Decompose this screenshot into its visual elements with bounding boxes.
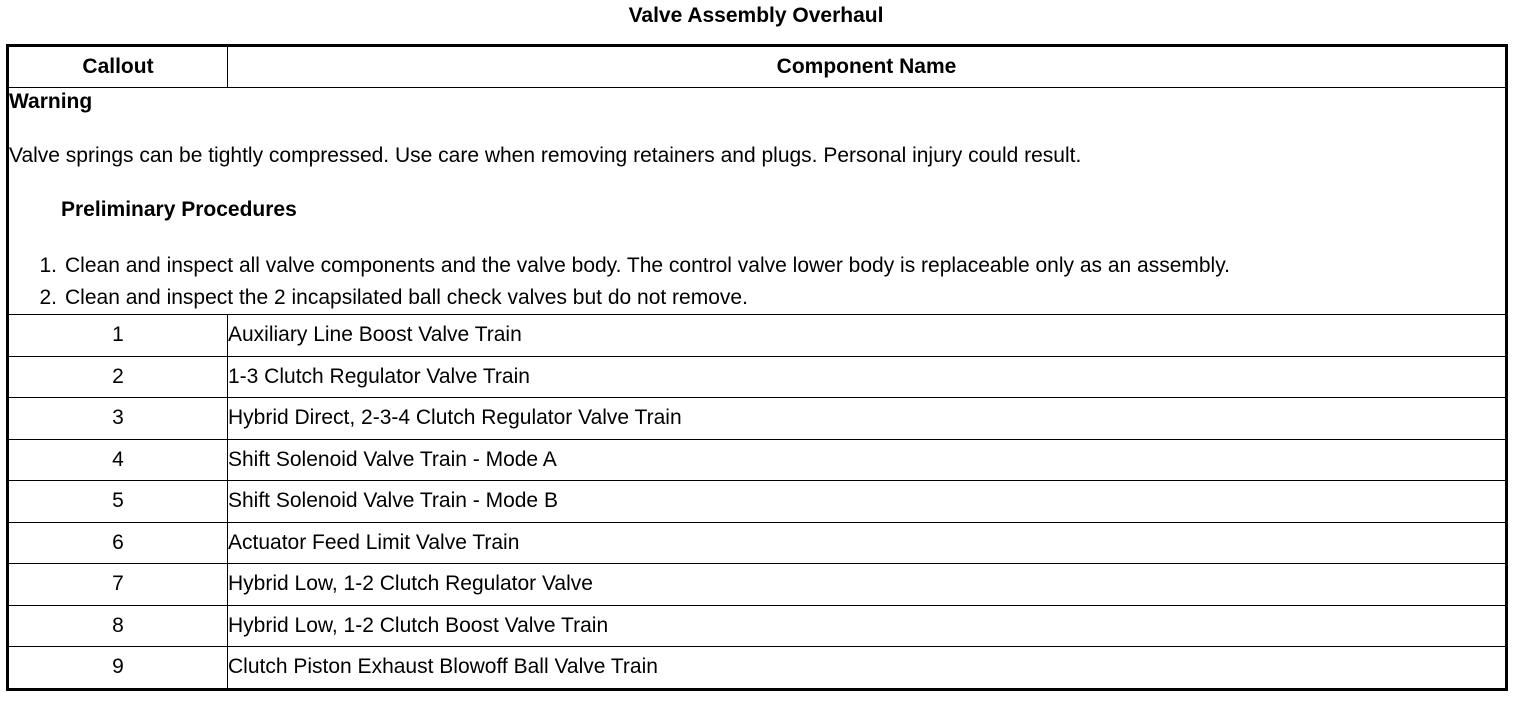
- document-title: Valve Assembly Overhaul: [628, 4, 884, 27]
- warning-title: Warning: [9, 90, 93, 113]
- component-name-header: Component Name: [228, 46, 1507, 88]
- table-row: [8, 647, 1507, 690]
- callout-cell: 2: [8, 356, 228, 398]
- table-row: [8, 439, 1507, 481]
- list-item: [9, 282, 1505, 314]
- table-row: [8, 605, 1507, 647]
- callout-cell: 1: [8, 315, 228, 357]
- preliminary-steps-list: [9, 250, 1505, 314]
- table-row: [8, 315, 1507, 357]
- component-name-cell: Shift Solenoid Valve Train - Mode B: [228, 481, 1507, 523]
- component-name-cell: Clutch Piston Exhaust Blowoff Ball Valve Train: [228, 647, 1507, 690]
- table-row: [8, 522, 1507, 564]
- component-table: [6, 44, 1508, 691]
- callout-cell: 7: [8, 564, 228, 606]
- notes-cell: [8, 88, 1507, 315]
- component-name-cell: Hybrid Direct, 2-3-4 Clutch Regulator Valve Train: [228, 398, 1507, 440]
- step-number: 1.: [39, 254, 57, 277]
- callout-cell: 4: [8, 439, 228, 481]
- component-name-cell: Hybrid Low, 1-2 Clutch Regulator Valve: [228, 564, 1507, 606]
- table-row: [8, 398, 1507, 440]
- component-name-cell: Hybrid Low, 1-2 Clutch Boost Valve Train: [228, 605, 1507, 647]
- component-name-cell: Shift Solenoid Valve Train - Mode A: [228, 439, 1507, 481]
- step-text: Clean and inspect all valve components and the valve body. The control valve lower body is replaceable only as an assembly.: [65, 254, 1230, 277]
- callout-cell: 5: [8, 481, 228, 523]
- table-header-row: [8, 46, 1507, 88]
- table-row: [8, 564, 1507, 606]
- table-row: [8, 481, 1507, 523]
- component-name-cell: Actuator Feed Limit Valve Train: [228, 522, 1507, 564]
- notes-row: [8, 88, 1507, 315]
- callout-cell: 3: [8, 398, 228, 440]
- warning-text: Valve springs can be tightly compressed. Use care when removing retainers and plugs. Personal injury could result.: [9, 144, 1082, 167]
- step-text: Clean and inspect the 2 incapsilated ball check valves but do not remove.: [65, 286, 748, 309]
- list-item: [9, 250, 1505, 282]
- callout-cell: 6: [8, 522, 228, 564]
- table-row: [8, 356, 1507, 398]
- component-name-cell: 1-3 Clutch Regulator Valve Train: [228, 356, 1507, 398]
- callout-cell: 8: [8, 605, 228, 647]
- callout-cell: 9: [8, 647, 228, 690]
- preliminary-procedures-title: Preliminary Procedures: [61, 198, 297, 221]
- component-name-cell: Auxiliary Line Boost Valve Train: [228, 315, 1507, 357]
- callout-header: Callout: [8, 46, 228, 88]
- step-number: 2.: [39, 286, 57, 309]
